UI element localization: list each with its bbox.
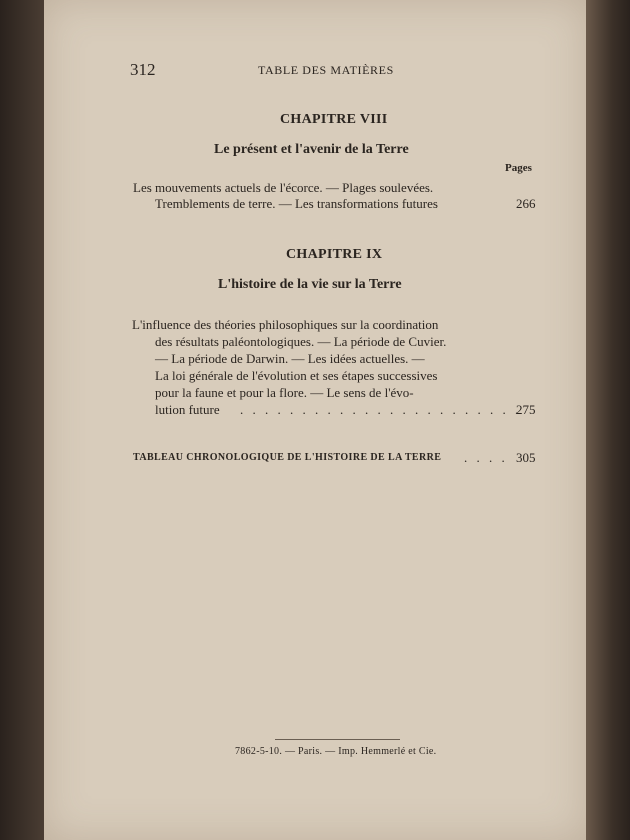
pages-label: Pages	[505, 162, 532, 174]
running-header: TABLE DES MATIÈRES	[258, 63, 394, 77]
page-edge	[586, 0, 630, 840]
footer-rule	[275, 739, 400, 740]
toc-entry-line: La loi générale de l'évolution et ses étapes successives	[155, 368, 438, 383]
book-spine-shadow	[0, 0, 44, 840]
leader-dots: . . . .	[464, 450, 508, 465]
toc-entry-tableau: TABLEAU CHRONOLOGIQUE DE L'HISTOIRE DE LA TERRE	[133, 452, 442, 463]
leader-dots: . . . . . . . . . . . . . . . . . . . . . . .	[240, 402, 522, 417]
page-number: 312	[130, 60, 156, 79]
toc-entry-line: pour la faune et pour la flore. — Le sens de l'évo-	[155, 385, 414, 400]
toc-page-number: 275	[516, 402, 536, 417]
toc-entry-line: L'influence des théories philosophiques sur la coordination	[132, 317, 439, 332]
chapter-heading: CHAPITRE VIII	[280, 112, 388, 127]
printer-imprint: 7862-5-10. — Paris. — Imp. Hemmerlé et Cie.	[235, 746, 437, 757]
toc-entry-line: lution future	[155, 402, 220, 417]
toc-page-number: 266	[516, 196, 536, 211]
toc-entry-line: — La période de Darwin. — Les idées actuelles. —	[155, 351, 425, 366]
toc-page-number: 305	[516, 450, 536, 465]
toc-entry-line: Tremblements de terre. — Les transformations futures	[155, 196, 438, 211]
toc-entry-line: des résultats paléontologiques. — La période de Cuvier.	[155, 334, 447, 349]
toc-entry-line: Les mouvements actuels de l'écorce. — Plages soulevées.	[133, 180, 434, 195]
chapter-title: L'histoire de la vie sur la Terre	[218, 277, 402, 292]
chapter-heading: CHAPITRE IX	[286, 247, 383, 262]
chapter-title: Le présent et l'avenir de la Terre	[214, 142, 409, 157]
